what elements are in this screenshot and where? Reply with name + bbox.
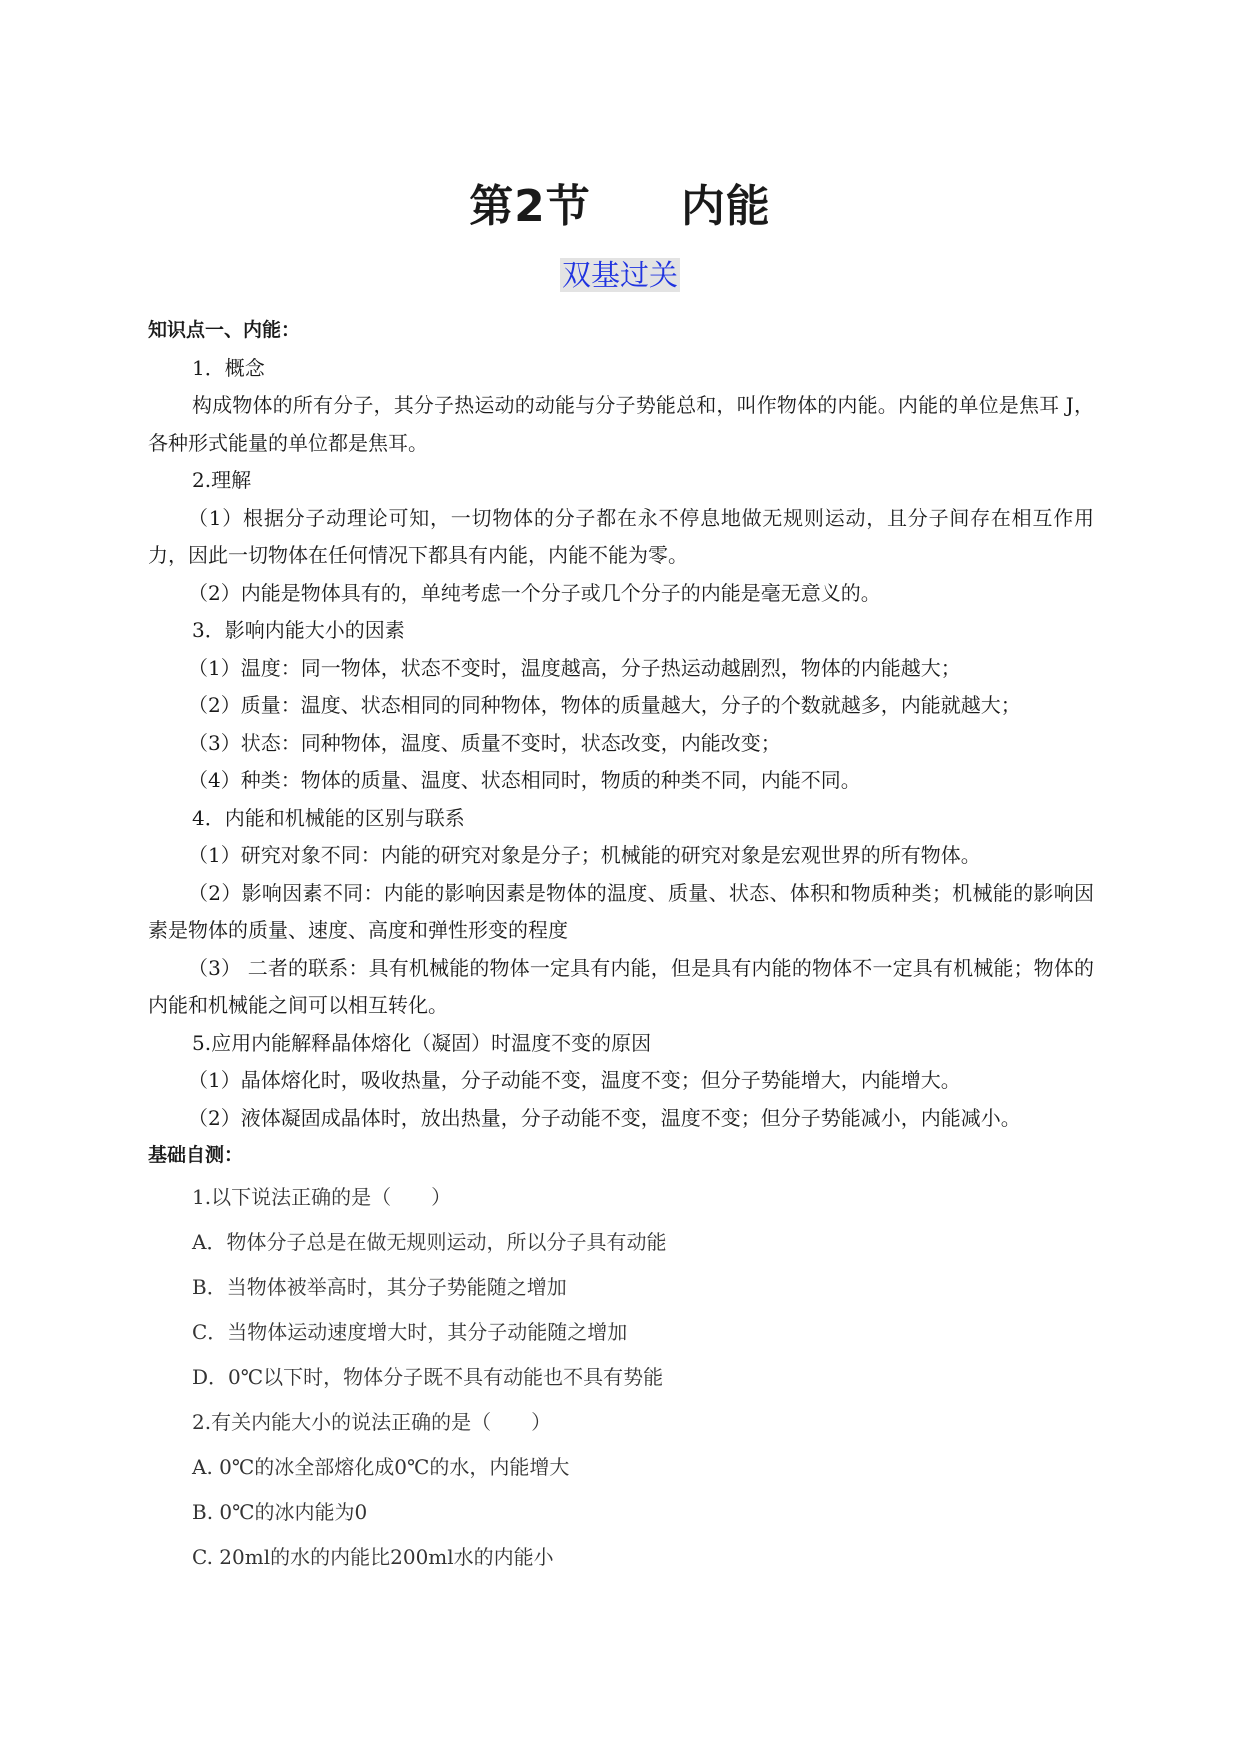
paragraph: （4）种类：物体的质量、温度、状态相同时，物质的种类不同，内能不同。 bbox=[188, 768, 861, 792]
title-topic: 内能 bbox=[680, 181, 771, 232]
item-heading: 2.理解 bbox=[192, 468, 252, 492]
answer-option: B. 0℃的冰内能为0 bbox=[192, 1499, 368, 1524]
content-body bbox=[148, 312, 1094, 1580]
item-heading: 5.应用内能解释晶体熔化（凝固）时温度不变的原因 bbox=[192, 1030, 652, 1055]
answer-option: A. 0℃的冰全部熔化成0℃的水，内能增大 bbox=[192, 1454, 570, 1479]
page-title bbox=[0, 170, 1240, 234]
section-heading-selftest: 基础自测： bbox=[148, 1144, 244, 1166]
paragraph: （1）研究对象不同：内能的研究对象是分子；机械能的研究对象是宏观世界的所有物体。 bbox=[188, 843, 981, 867]
title-section-number: 第2节 bbox=[469, 181, 591, 232]
item-heading: 1．概念 bbox=[192, 355, 265, 380]
paragraph: （1）晶体熔化时，吸收热量，分子动能不变，温度不变；但分子势能增大，内能增大。 bbox=[188, 1068, 961, 1092]
answer-option: C. 20ml的水的内能比200ml水的内能小 bbox=[192, 1544, 554, 1569]
answer-option: A．物体分子总是在做无规则运动，所以分子具有动能 bbox=[192, 1229, 667, 1254]
paragraph: （2）质量：温度、状态相同的同种物体，物体的质量越大，分子的个数就越多，内能就越大； bbox=[188, 693, 1021, 717]
quiz-question-1 bbox=[148, 1175, 1094, 1400]
paragraph: （3） 二者的联系：具有机械能的物体一定具有内能，但是具有内能的物体不一定具有机械能；物体的内能和机械能之间可以相互转化。 bbox=[148, 955, 1094, 1017]
subtitle-text: 双基过关 bbox=[561, 258, 678, 292]
question-stem: 2.有关内能大小的说法正确的是（ ） bbox=[192, 1409, 552, 1434]
question-stem: 1.以下说法正确的是（ ） bbox=[192, 1184, 452, 1209]
paragraph: 构成物体的所有分子，其分子热运动的动能与分子势能总和，叫作物体的内能。内能的单位是焦耳 J，各种形式能量的单位都是焦耳。 bbox=[148, 393, 1094, 455]
item-heading: 4．内能和机械能的区别与联系 bbox=[192, 805, 465, 830]
paragraph: （1）根据分子动理论可知，一切物体的分子都在永不停息地做无规则运动，且分子间存在相互作用力，因此一切物体在任何情况下都具有内能，内能不能为零。 bbox=[148, 505, 1094, 567]
answer-option: B．当物体被举高时，其分子势能随之增加 bbox=[192, 1274, 567, 1299]
paragraph: （1）温度：同一物体，状态不变时，温度越高，分子热运动越剧烈，物体的内能越大； bbox=[188, 655, 961, 680]
paragraph: （2）液体凝固成晶体时，放出热量，分子动能不变，温度不变；但分子势能减小，内能减小。 bbox=[188, 1105, 1021, 1130]
item-heading: 3．影响内能大小的因素 bbox=[192, 618, 405, 642]
paragraph: （2）内能是物体具有的，单纯考虑一个分子或几个分子的内能是毫无意义的。 bbox=[188, 580, 881, 605]
section-heading-knowledge: 知识点一、内能： bbox=[148, 319, 301, 341]
paragraph: （2）影响因素不同：内能的影响因素是物体的温度、质量、状态、体积和物质种类；机械能的影响因素是物体的质量、速度、高度和弹性形变的程度 bbox=[148, 880, 1094, 942]
paragraph: （3）状态：同种物体，温度、质量不变时，状态改变，内能改变； bbox=[188, 730, 781, 755]
answer-option: D．0℃以下时，物体分子既不具有动能也不具有势能 bbox=[192, 1364, 664, 1389]
quiz-question-2 bbox=[148, 1400, 1094, 1580]
subtitle-banner bbox=[0, 253, 1240, 294]
answer-option: C．当物体运动速度增大时，其分子动能随之增加 bbox=[192, 1319, 628, 1344]
